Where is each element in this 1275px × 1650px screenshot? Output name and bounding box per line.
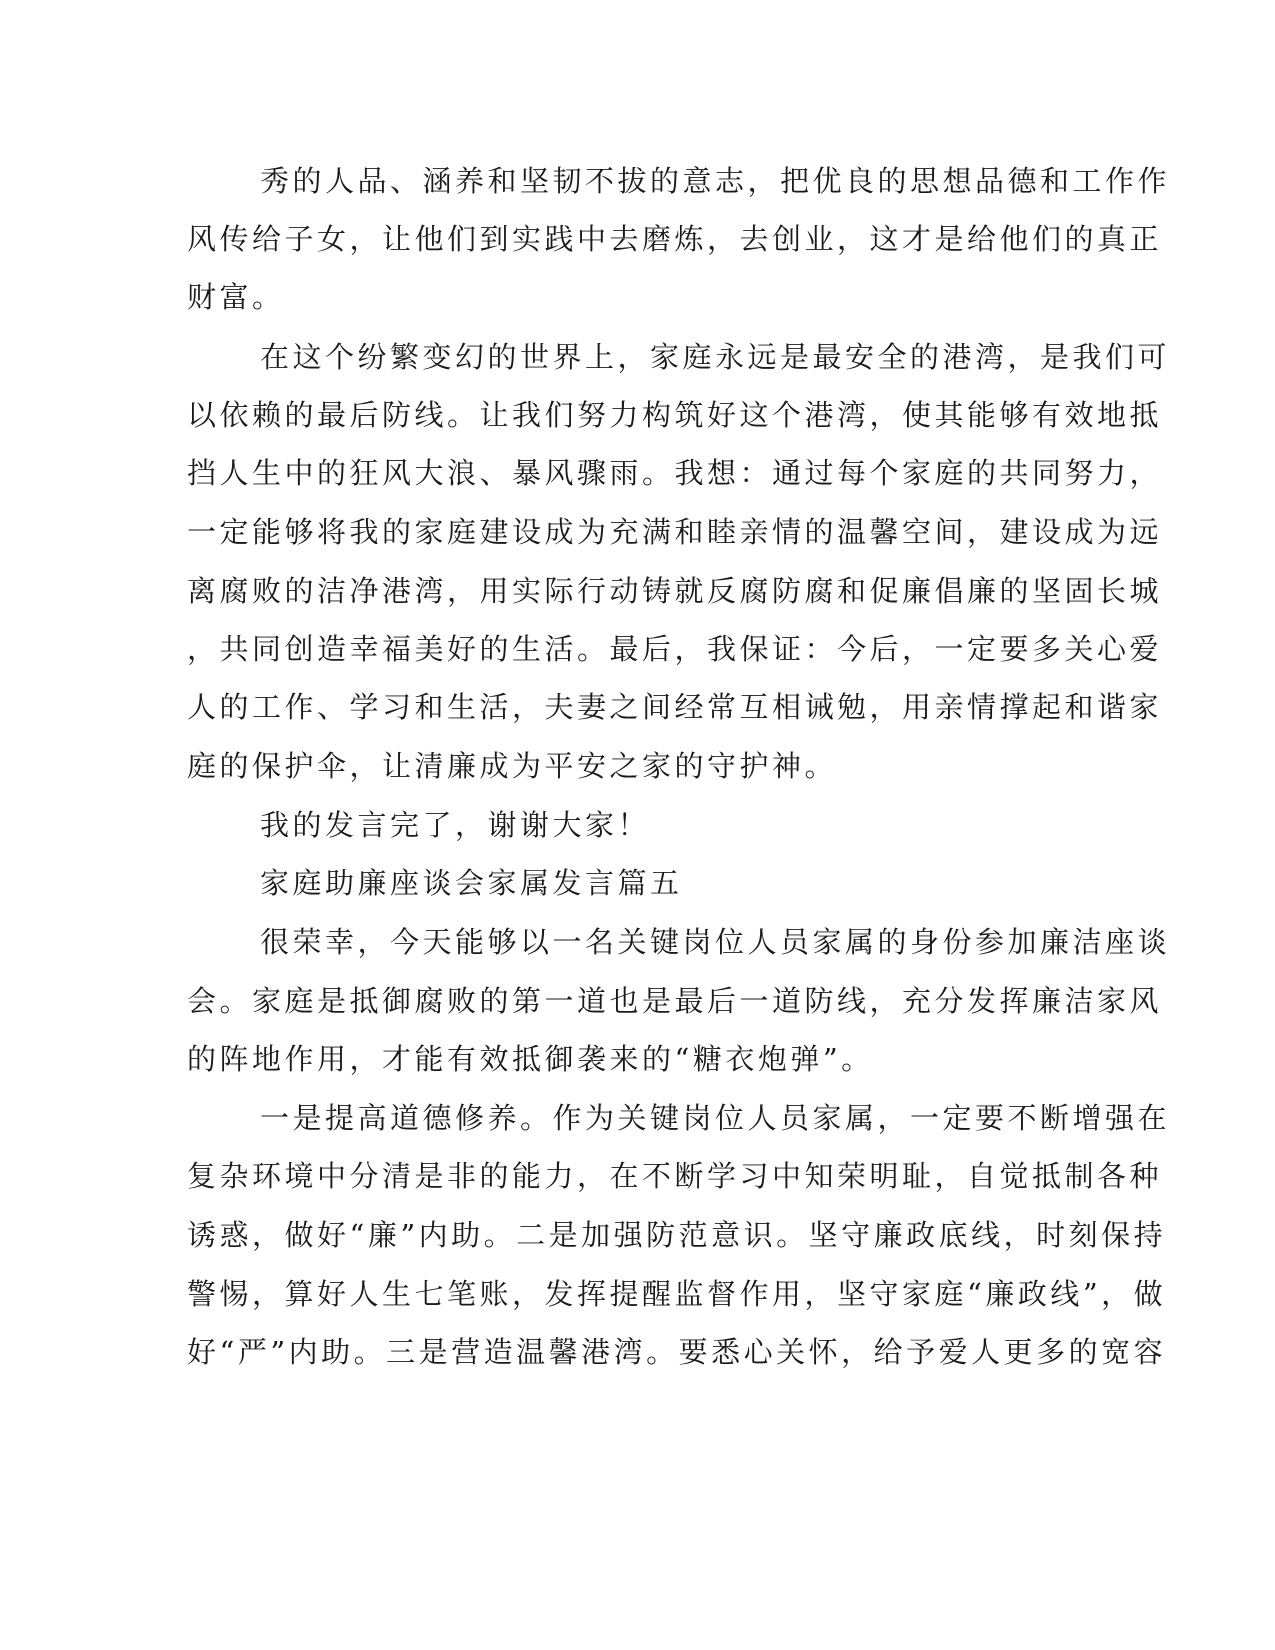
paragraph-line: 一是提高道德修养。作为关键岗位人员家属，一定要不断增强在 xyxy=(260,1101,1171,1135)
paragraph-line: 风传给子女，让他们到实践中去磨炼，去创业，这才是给他们的真正 xyxy=(187,222,1163,256)
paragraph-line: 财富。 xyxy=(187,280,285,314)
paragraph-line: 复杂环境中分清是非的能力，在不断学习中知荣明耻，自觉抵制各种 xyxy=(187,1159,1163,1193)
paragraph-line: 一定能够将我的家庭建设成为充满和睦亲情的温馨空间，建设成为远 xyxy=(187,515,1163,549)
section-heading: 家庭助廉座谈会家属发言篇五 xyxy=(260,866,683,900)
paragraph-line: 挡人生中的狂风大浪、暴风骤雨。我想：通过每个家庭的共同努力， xyxy=(187,456,1163,490)
paragraph-line: 很荣幸，今天能够以一名关键岗位人员家属的身份参加廉洁座谈 xyxy=(260,925,1171,959)
paragraph-line: 庭的保护伞，让清廉成为平安之家的守护神。 xyxy=(187,749,838,783)
paragraph-line: 以依赖的最后防线。让我们努力构筑好这个港湾，使其能够有效地抵 xyxy=(187,398,1163,432)
paragraph-line: 会。家庭是抵御腐败的第一道也是最后一道防线，充分发挥廉洁家风 xyxy=(187,984,1163,1018)
paragraph-line: 的阵地作用，才能有效抵御袭来的“糖衣炮弹”。 xyxy=(187,1042,874,1076)
paragraph-line: 警惕，算好人生七笔账，发挥提醒监督作用，坚守家庭“廉政线”，做 xyxy=(187,1277,1167,1311)
paragraph-line: 好“严”内助。三是营造温馨港湾。要悉心关怀，给予爱人更多的宽容 xyxy=(187,1335,1167,1369)
paragraph-line: ，共同创造幸福美好的生活。最后，我保证：今后，一定要多关心爱 xyxy=(187,632,1163,666)
paragraph-line: 在这个纷繁变幻的世界上，家庭永远是最安全的港湾，是我们可 xyxy=(260,340,1171,374)
closing-remark: 我的发言完了，谢谢大家！ xyxy=(260,808,651,842)
paragraph-line: 诱惑，做好“廉”内助。二是加强防范意识。坚守廉政底线，时刻保持 xyxy=(187,1218,1167,1252)
paragraph-line: 人的工作、学习和生活，夫妻之间经常互相诫勉，用亲情撑起和谐家 xyxy=(187,690,1163,724)
paragraph-line: 秀的人品、涵养和坚韧不拔的意志，把优良的思想品德和工作作 xyxy=(260,164,1171,198)
paragraph-line: 离腐败的洁净港湾，用实际行动铸就反腐防腐和促廉倡廉的坚固长城 xyxy=(187,574,1163,608)
